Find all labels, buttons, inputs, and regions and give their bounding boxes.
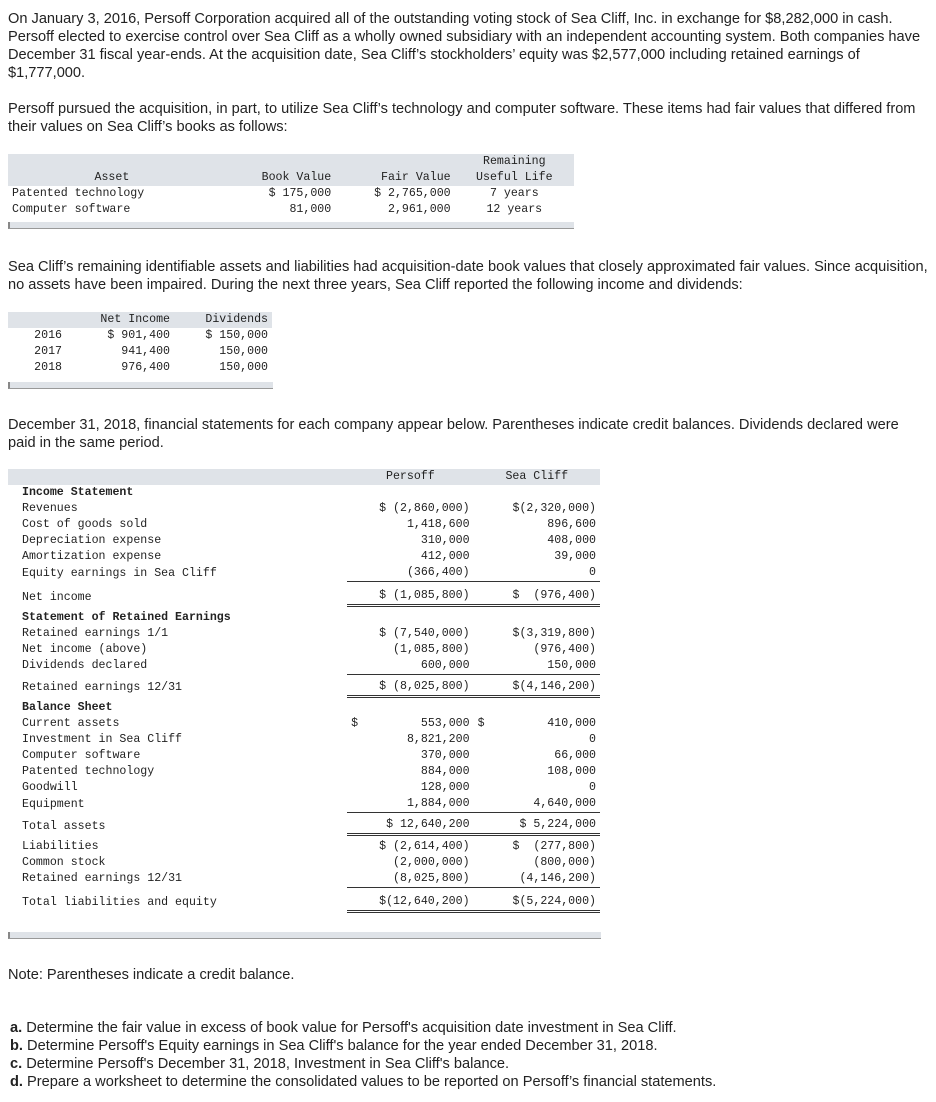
table-row: Total assets $ 12,640,200 $ 5,224,000 — [8, 813, 600, 835]
asset-cell: Computer software — [12, 203, 131, 216]
fair-value-table — [8, 154, 574, 218]
life-header-bottom: Useful Life — [455, 170, 574, 186]
table-row — [8, 202, 574, 218]
book-value-header: Book Value — [216, 170, 335, 186]
intro-paragraph-2: Persoff pursued the acquisition, in part, to utilize Sea Cliff’s technology and computer software. These items had fair values that differed from their values on Sea Cliff’s books as follows: — [8, 101, 916, 135]
table-row: Common stock (2,000,000) (800,000) — [22, 855, 596, 869]
table-row: Depreciation expense 310,000 408,000 — [22, 534, 596, 547]
table-row: Retained earnings 12/31 $ (8,025,800) $(4,146,200) — [8, 674, 600, 696]
seacliff-header: Sea Cliff — [474, 469, 600, 485]
dividends-cell: 150,000 — [219, 345, 268, 358]
question-b: b. Determine Persoff's Equity earnings in Sea Cliff's balance for the year ended December 31, 2018. — [10, 1038, 658, 1054]
question-c: c. Determine Persoff's December 31, 2018, Investment in Sea Cliff's balance. — [10, 1056, 510, 1072]
table-footer-bar — [8, 382, 273, 389]
life-header-top: Remaining — [455, 154, 574, 170]
income-dividends-table — [8, 312, 272, 376]
table-row — [8, 360, 272, 376]
question-a: a. Determine the fair value in excess of book value for Persoff's acquisition date investment in Sea Cliff. — [10, 1020, 677, 1036]
note-text: Note: Parentheses indicate a credit balance. — [8, 967, 295, 983]
table-row: Patented technology 884,000 108,000 — [22, 765, 596, 778]
fair-value-header: Fair Value — [335, 170, 454, 186]
intro-paragraph-4: December 31, 2018, financial statements for each company appear below. Parentheses indicate credit balances. Dividends declared were paid in the same period. — [8, 417, 899, 451]
intro-paragraph-3: Sea Cliff’s remaining identifiable assets and liabilities had acquisition-date book values that closely approximated fair values. Since acquisition, no assets have been impaired. During the next three years, Sea Cliff reported the following income and dividends: — [8, 259, 928, 293]
table-row: Liabilities $ (2,614,400) $ (277,800) — [22, 839, 596, 853]
table-row: Retained earnings 12/31 (8,025,800) (4,146,200) — [22, 871, 596, 885]
book-value-cell: 81,000 — [289, 203, 332, 216]
retained-earnings-title: Statement of Retained Earnings — [22, 610, 231, 624]
year-cell: 2017 — [34, 345, 62, 358]
net-income-cell: $ 901,400 — [107, 329, 170, 342]
financial-statements-table — [8, 469, 600, 913]
table-row: Current assets $ 553,000 $ 410,000 — [22, 717, 596, 730]
balance-sheet-title: Balance Sheet — [22, 701, 113, 714]
table-row: Cost of goods sold 1,418,600 896,600 — [22, 518, 596, 531]
year-cell: 2018 — [34, 361, 62, 374]
table-footer-bar — [8, 932, 601, 939]
dividends-header: Dividends — [174, 312, 272, 328]
asset-header: Asset — [8, 170, 216, 186]
net-income-cell: 941,400 — [121, 345, 170, 358]
income-statement-title: Income Statement — [22, 486, 134, 499]
table-footer-bar — [8, 222, 574, 229]
life-cell: 7 years — [489, 187, 539, 200]
table-row: Dividends declared 600,000 150,000 — [22, 658, 596, 672]
persoff-header: Persoff — [347, 469, 473, 485]
life-cell: 12 years — [486, 203, 543, 216]
table-row: Revenues $ (2,860,000) $(2,320,000) — [22, 502, 596, 515]
table-row: Amortization expense 412,000 39,000 — [22, 550, 596, 563]
table-row: Computer software 370,000 66,000 — [22, 749, 596, 762]
net-income-cell: 976,400 — [121, 361, 170, 374]
question-d: d. Prepare a worksheet to determine the consolidated values to be reported on Persoff’s financial statements. — [10, 1074, 717, 1090]
table-row: Total liabilities and equity $(12,640,200) $(5,224,000) — [8, 887, 600, 911]
table-row: Net income $ (1,085,800) $ (976,400) — [8, 582, 600, 606]
table-row: Equity earnings in Sea Cliff (366,400) 0 — [22, 566, 596, 580]
table-row: Investment in Sea Cliff 8,821,200 0 — [22, 733, 596, 746]
fair-value-cell: 2,961,000 — [387, 203, 451, 216]
year-cell: 2016 — [34, 329, 62, 342]
asset-cell: Patented technology — [12, 187, 145, 200]
book-value-cell: $ 175,000 — [268, 187, 332, 200]
table-row: Retained earnings 1/1 $ (7,540,000) $(3,319,800) — [22, 626, 596, 640]
table-row — [8, 186, 574, 202]
dividends-cell: $ 150,000 — [205, 329, 268, 342]
fair-value-cell: $ 2,765,000 — [374, 187, 451, 200]
table-row — [8, 344, 272, 360]
net-income-header: Net Income — [66, 312, 174, 328]
table-row: Net income (above) (1,085,800) (976,400) — [22, 642, 596, 656]
intro-paragraph-1: On January 3, 2016, Persoff Corporation acquired all of the outstanding voting stock of Sea Cliff, Inc. in exchange for $8,282,000 in cash. Persoff elected to exercise control over Sea Cliff as a wholly owned subsidiary with an independent accounting system. Both companies have December 31 fiscal year-ends. At the acquisition date, Sea Cliff’s stockholders’ equity was $2,577,000 including retained earnings of $1,777,000. — [8, 11, 921, 81]
table-row: Goodwill 128,000 0 — [22, 781, 596, 794]
table-row — [8, 328, 272, 344]
table-row: Equipment 1,884,000 4,640,000 — [22, 797, 596, 811]
dividends-cell: 150,000 — [219, 361, 268, 374]
